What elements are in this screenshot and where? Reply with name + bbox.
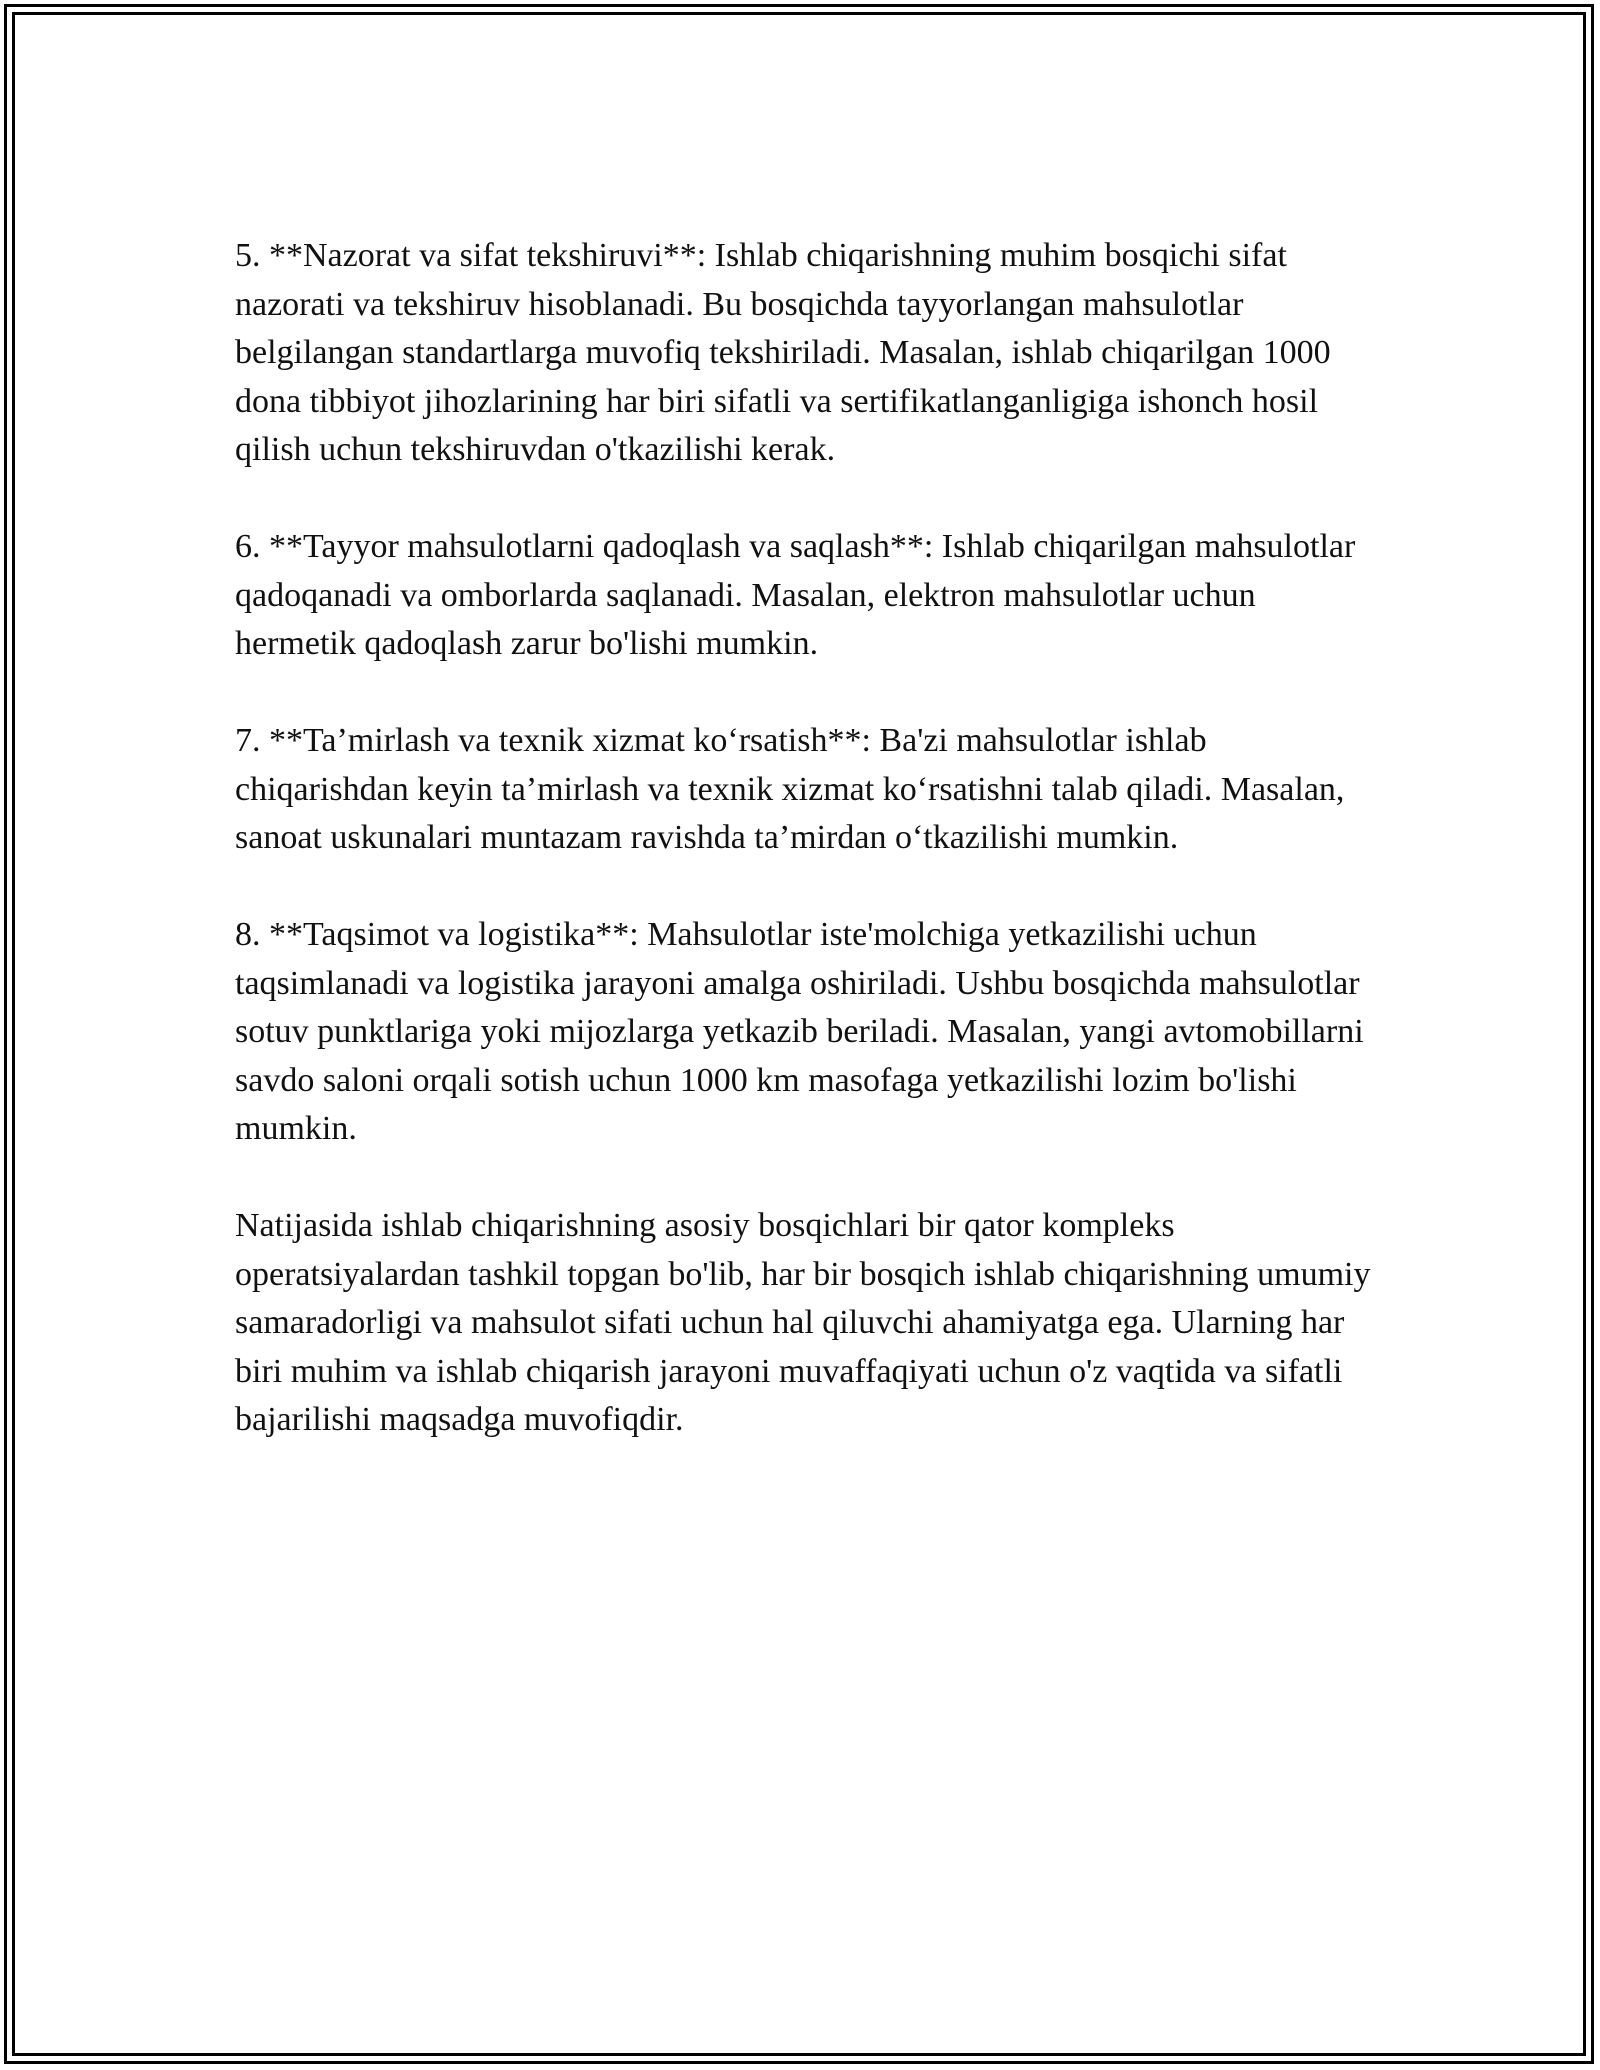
paragraph-packaging-storage: 6. **Tayyor mahsulotlarni qadoqlash va saqlash**: Ishlab chiqarilgan mahsulotlar qadoqanadi va omborlarda saqlanadi. Masalan, elektron mahsulotlar uchun hermetik qadoqlash zarur bo'lishi mumkin. xyxy=(235,528,1356,662)
document-body xyxy=(235,232,1375,1493)
paragraph-distribution-logistics: 8. **Taqsimot va logistika**: Mahsulotlar iste'molchiga yetkazilishi uchun taqsimlanadi va logistika jarayoni amalga oshiriladi. Ushbu bosqichda mahsulotlar sotuv punktlariga yoki mijozlarga yetkazib beriladi. Masalan, yangi avtomobillarni savdo saloni orqali sotish uchun 1000 km masofaga yetkazilishi lozim bo'lishi mumkin. xyxy=(235,916,1364,1147)
paragraph-quality-control: 5. **Nazorat va sifat tekshiruvi**: Ishlab chiqarishning muhim bosqichi sifat nazorati va tekshiruv hisoblanadi. Bu bosqichda tayyorlangan mahsulotlar belgilangan standartlarga muvofiq tekshiriladi. Masalan, ishlab chiqarilgan 1000 dona tibbiyot jihozlarining har biri sifatli va sertifikatlanganligiga ishonch hosil qilish uchun tekshiruvdan o'tkazilishi kerak. xyxy=(235,237,1331,468)
paragraph-repair-maintenance: 7. **Ta’mirlash va texnik xizmat ko‘rsatish**: Ba'zi mahsulotlar ishlab chiqarishdan keyin ta’mirlash va texnik xizmat ko‘rsatishni talab qiladi. Masalan, sanoat uskunalari muntazam ravishda ta’mirdan o‘tkazilishi mumkin. xyxy=(235,722,1345,856)
paragraph-conclusion: Natijasida ishlab chiqarishning asosiy bosqichlari bir qator kompleks operatsiyalardan tashkil topgan bo'lib, har bir bosqich ishlab chiqarishning umumiy samaradorligi va mahsulot sifati uchun hal qiluvchi ahamiyatga ega. Ularning har biri muhim va ishlab chiqarish jarayoni muvaffaqiyati uchun o'z vaqtida va sifatli bajarilishi maqsadga muvofiqdir. xyxy=(235,1207,1371,1438)
